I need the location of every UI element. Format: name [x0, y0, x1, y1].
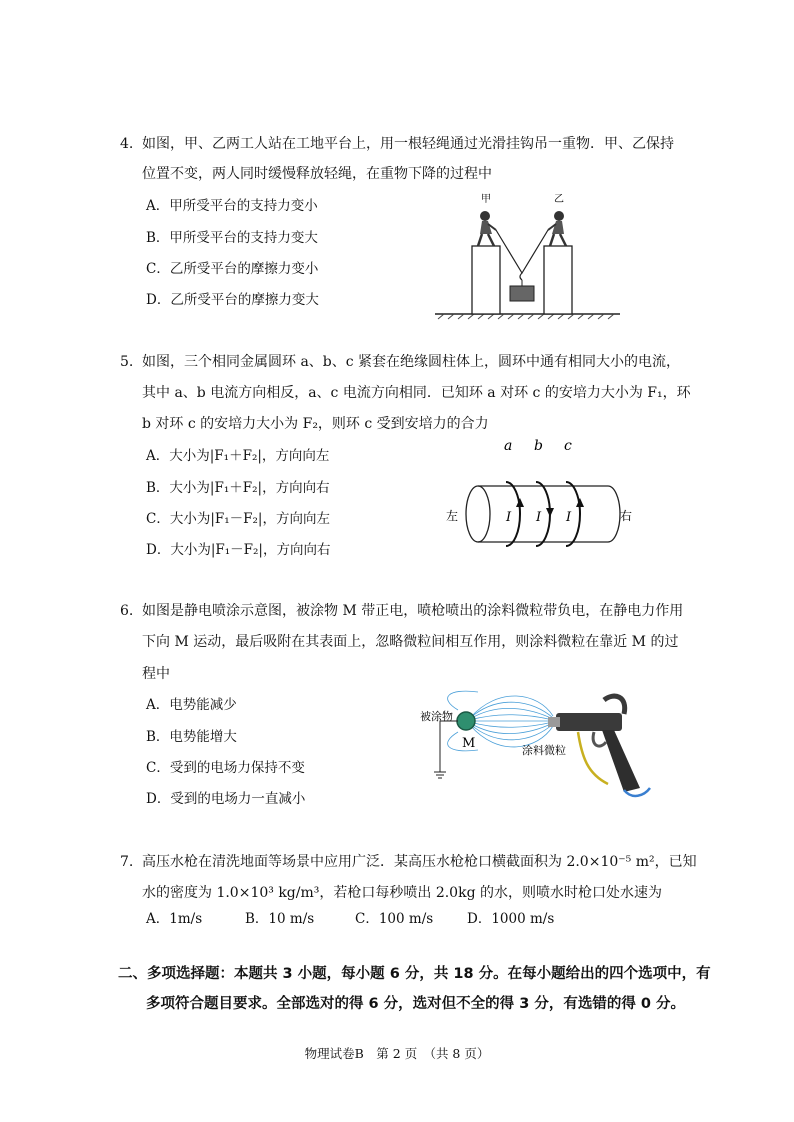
q7-option-b: B．10 m/s — [245, 911, 315, 927]
q5-stem-line1: 如图，三个相同金属圆环 a、b、c 紧套在绝缘圆柱体上，圆环中通有相同大小的电流， — [142, 354, 681, 370]
section2-heading-line1: 二、多项选择题：本题共 3 小题，每小题 6 分，共 18 分。在每小题给出的四个选项中，有 — [118, 966, 711, 982]
q6-option-d: D．受到的电场力一直减小 — [146, 791, 306, 807]
q7-number: 7. — [120, 854, 134, 870]
q4-option-d: D．乙所受平台的摩擦力变大 — [146, 292, 319, 308]
ring-label-a: a — [504, 438, 513, 454]
q5-option-a: A．大小为|F₁＋F₂|，方向向左 — [146, 448, 330, 464]
q4-stem-line2: 位置不变，两人同时缓慢释放轻绳，在重物下降的过程中 — [142, 166, 492, 182]
label-right: 右 — [620, 509, 633, 523]
q4-stem-line1: 如图，甲、乙两工人站在工地平台上，用一根轻绳通过光滑挂钩吊一重物．甲、乙保持 — [142, 136, 674, 152]
q4-option-b: B．甲所受平台的支持力变大 — [146, 230, 318, 246]
q6-stem-line1: 如图是静电喷涂示意图，被涂物 M 带正电，喷枪喷出的涂料微粒带负电，在静电力作用 — [142, 603, 684, 619]
q5-option-d: D．大小为|F₁－F₂|，方向向右 — [146, 542, 331, 558]
page-footer: 物理试卷B 第 2 页 （共 8 页） — [304, 1046, 490, 1061]
q7-option-a: A．1m/s — [146, 911, 203, 927]
current-label-a: I — [506, 510, 512, 525]
ring-label-c: c — [564, 438, 572, 454]
q6-option-b: B．电势能增大 — [146, 729, 237, 745]
label-jia: 甲 — [481, 194, 491, 205]
label-yi: 乙 — [554, 194, 564, 205]
q5-option-c: C．大小为|F₁－F₂|，方向向左 — [146, 511, 330, 527]
current-label-b: I — [536, 510, 542, 525]
label-m: M — [462, 736, 476, 751]
q7-stem-line2: 水的密度为 1.0×10³ kg/m³，若枪口每秒喷出 2.0kg 的水，则喷水时枪口处水速为 — [142, 885, 662, 901]
q5-number: 5. — [120, 354, 134, 370]
ring-label-b: b — [534, 438, 543, 454]
q6-stem-line3: 程中 — [142, 666, 170, 682]
q6-option-a: A．电势能减少 — [146, 697, 237, 713]
q6-figure — [418, 688, 654, 802]
q6-option-c: C．受到的电场力保持不变 — [146, 760, 305, 776]
q5-stem-line3: b 对环 c 的安培力大小为 F₂，则环 c 受到安培力的合力 — [142, 416, 489, 432]
worker-right-icon — [548, 211, 566, 246]
q7-option-d: D．1000 m/s — [467, 911, 555, 927]
q7-stem-line1: 高压水枪在清洗地面等场景中应用广泛．某高压水枪枪口横截面积为 2.0×10⁻⁵ m²，已知 — [142, 854, 697, 870]
label-object: 被涂物 — [420, 710, 453, 723]
q4-figure — [430, 190, 630, 325]
q5-figure — [440, 432, 640, 556]
q6-stem-line2: 下向 M 运动，最后吸附在其表面上，忽略微粒间相互作用，则涂料微粒在靠近 M 的过 — [142, 634, 679, 650]
q4-option-a: A．甲所受平台的支持力变小 — [146, 198, 318, 214]
current-label-c: I — [566, 510, 572, 525]
q7-option-c: C．100 m/s — [355, 911, 434, 927]
section2-heading-line2: 多项符合题目要求。全部选对的得 6 分，选对但不全的得 3 分，有选错的得 0 分。 — [146, 996, 686, 1012]
q5-option-b: B．大小为|F₁＋F₂|，方向向右 — [146, 480, 330, 496]
worker-left-icon — [478, 211, 496, 246]
q6-number: 6. — [120, 603, 134, 619]
q5-stem-line2: 其中 a、b 电流方向相反，a、c 电流方向相同．已知环 a 对环 c 的安培力大小为 F₁，环 — [142, 385, 691, 401]
label-particle: 涂料微粒 — [522, 744, 566, 757]
q4-option-c: C．乙所受平台的摩擦力变小 — [146, 261, 319, 277]
label-left: 左 — [446, 509, 459, 523]
q4-number: 4. — [120, 136, 134, 152]
